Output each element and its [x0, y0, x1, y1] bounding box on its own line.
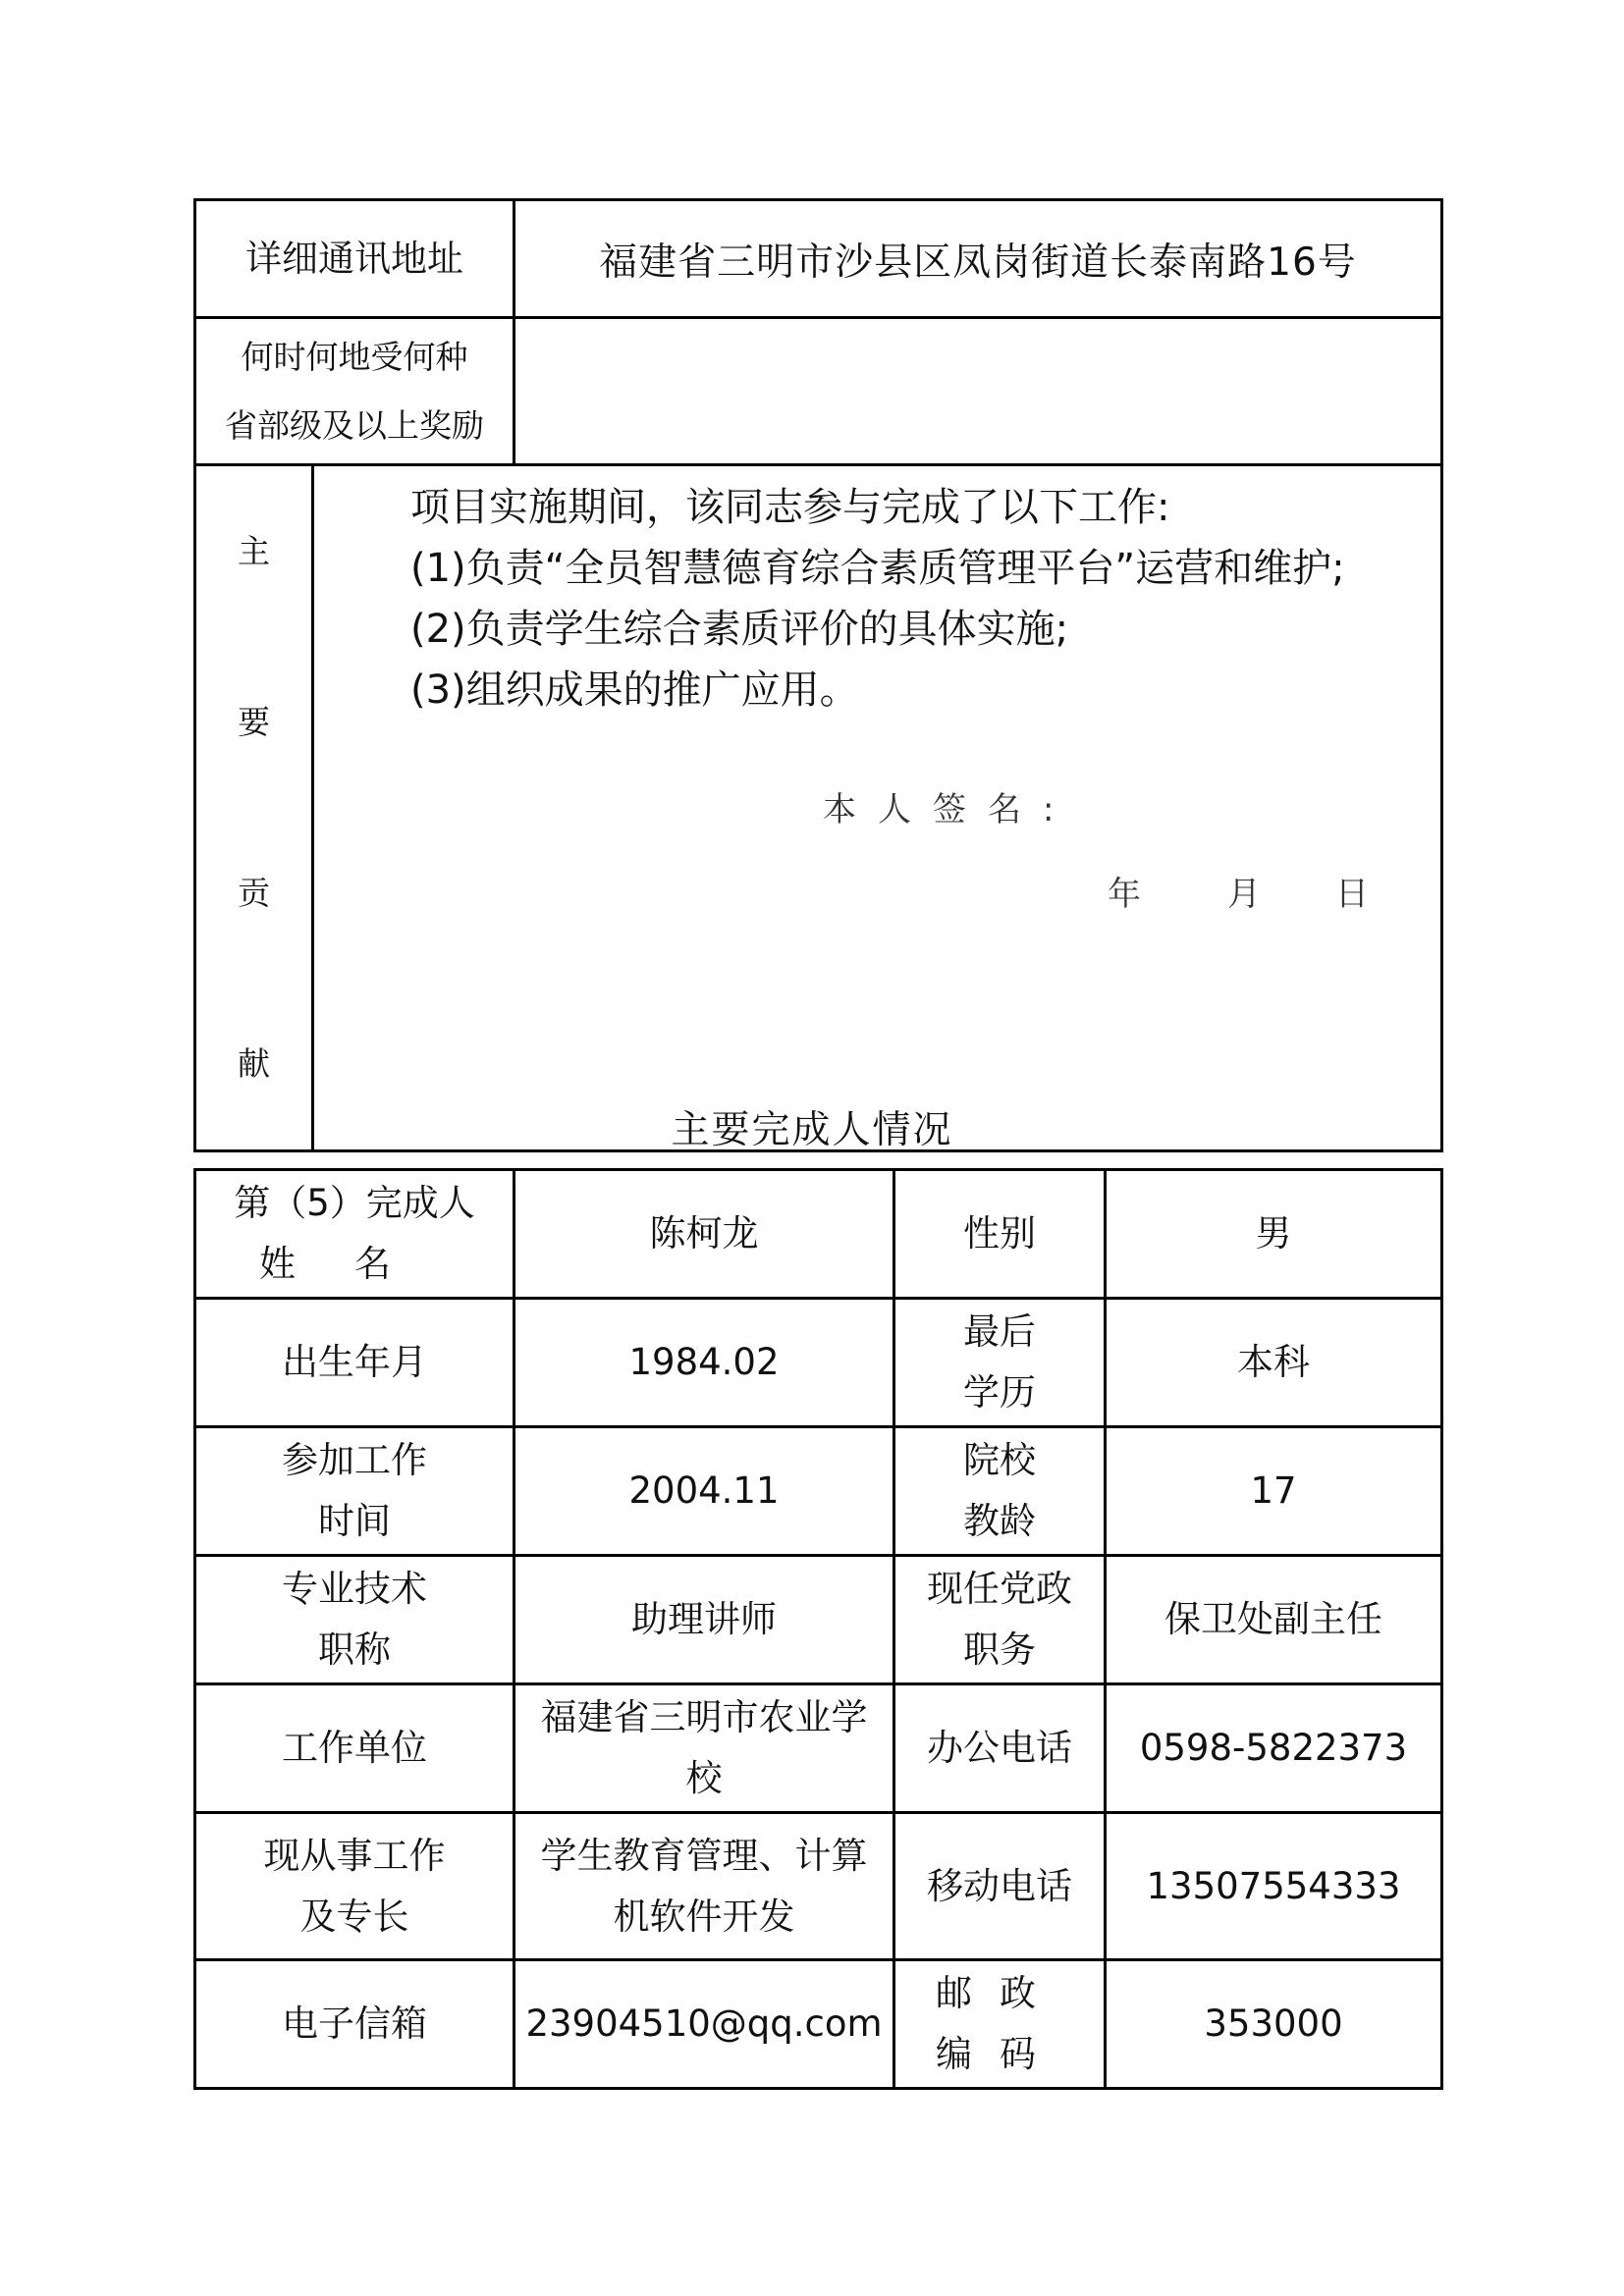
contribution-label-char: 主: [238, 532, 270, 570]
contribution-item: (1)负责“全员智慧德育综合素质管理平台”运营和维护;: [410, 546, 1345, 591]
mobile-value: 13507554333: [1106, 1813, 1442, 1960]
name-value: 陈柯龙: [514, 1170, 894, 1299]
title-value: 助理讲师: [514, 1556, 894, 1684]
contribution-content-cell: [313, 465, 1442, 1151]
postcode-label-cell: [894, 1960, 1106, 2089]
work-start-value: 2004.11: [514, 1427, 894, 1556]
education-label-cell: [894, 1299, 1106, 1427]
specialty-label-line2: 及专长: [299, 1895, 409, 1938]
contribution-table: [193, 198, 1443, 1152]
name-label-cell: [195, 1170, 514, 1299]
contribution-label-char: 要: [238, 703, 270, 741]
education-value: 本科: [1106, 1299, 1442, 1427]
title-label-line1: 专业技术: [282, 1568, 427, 1610]
address-label-cell: [195, 200, 514, 318]
address-value: 福建省三明市沙县区凤岗街道长泰南路16号: [599, 240, 1357, 285]
employer-value-cell: [514, 1684, 894, 1813]
gender-label: 性别: [894, 1170, 1106, 1299]
education-label-line1: 最后: [963, 1310, 1036, 1353]
postcode-label-line1: 邮政: [936, 1972, 1063, 2014]
contribution-label-char: 献: [238, 1044, 270, 1083]
position-value: 保卫处副主任: [1106, 1556, 1442, 1684]
date-year: 年: [1108, 875, 1163, 914]
signature-label: 本人签名:: [823, 790, 1076, 829]
position-label-line1: 现任党政: [927, 1568, 1072, 1610]
school-age-label-line1: 院校: [963, 1439, 1036, 1481]
specialty-label-cell: [195, 1813, 514, 1960]
birth-value: 1984.02: [514, 1299, 894, 1427]
work-start-label-line1: 参加工作: [282, 1439, 427, 1481]
contribution-label-cell: [195, 465, 313, 1151]
specialty-value-line2: 机软件开发: [613, 1895, 795, 1938]
awards-label-line2: 省部级及以上奖励: [225, 405, 484, 445]
title-label-line2: 职称: [318, 1629, 391, 1671]
completer-info-table: [193, 1168, 1443, 2090]
work-start-label-line2: 时间: [318, 1500, 391, 1542]
employer-value-line1: 福建省三明市农业学: [540, 1696, 868, 1738]
contribution-item: (3)组织成果的推广应用。: [410, 667, 859, 713]
address-label: 详细通讯地址: [245, 237, 463, 280]
postcode-label-line2: 编码: [936, 2033, 1063, 2075]
email-value: 23904510@qq.com: [514, 1960, 894, 2089]
awards-label-cell: [195, 318, 514, 465]
email-label: 电子信箱: [195, 1960, 514, 2089]
position-label-cell: [894, 1556, 1106, 1684]
contribution-item: (2)负责学生综合素质评价的具体实施;: [410, 607, 1069, 652]
office-phone-label: 办公电话: [894, 1684, 1106, 1813]
gender-value: 男: [1106, 1170, 1442, 1299]
school-age-label-line2: 教龄: [963, 1500, 1036, 1542]
name-label-line1: 第（5）完成人: [234, 1182, 475, 1224]
work-start-label-cell: [195, 1427, 514, 1556]
specialty-value-line1: 学生教育管理、计算: [540, 1834, 868, 1877]
contribution-intro: 项目实施期间，该同志参与完成了以下工作:: [410, 485, 1170, 530]
education-label-line2: 学历: [963, 1371, 1036, 1414]
address-value-cell: [514, 200, 1442, 318]
awards-value-cell: [514, 318, 1442, 465]
postcode-value: 353000: [1106, 1960, 1442, 2089]
date-day: 日: [1335, 875, 1390, 914]
specialty-value-cell: [514, 1813, 894, 1960]
date-month: 月: [1227, 875, 1282, 914]
awards-label-line1: 何时何地受何种: [241, 337, 468, 376]
office-phone-value: 0598-5822373: [1106, 1684, 1442, 1813]
mobile-label: 移动电话: [894, 1813, 1106, 1960]
school-age-label-cell: [894, 1427, 1106, 1556]
contribution-label-char: 贡: [238, 874, 270, 912]
school-age-value: 17: [1106, 1427, 1442, 1556]
title-label-cell: [195, 1556, 514, 1684]
birth-label: 出生年月: [195, 1299, 514, 1427]
employer-label: 工作单位: [195, 1684, 514, 1813]
specialty-label-line1: 现从事工作: [263, 1834, 446, 1877]
section-title: 主要完成人情况: [671, 1108, 953, 1152]
name-label-line2: 姓名: [259, 1243, 450, 1285]
employer-value-line2: 校: [685, 1757, 723, 1799]
position-label-line2: 职务: [963, 1629, 1036, 1671]
